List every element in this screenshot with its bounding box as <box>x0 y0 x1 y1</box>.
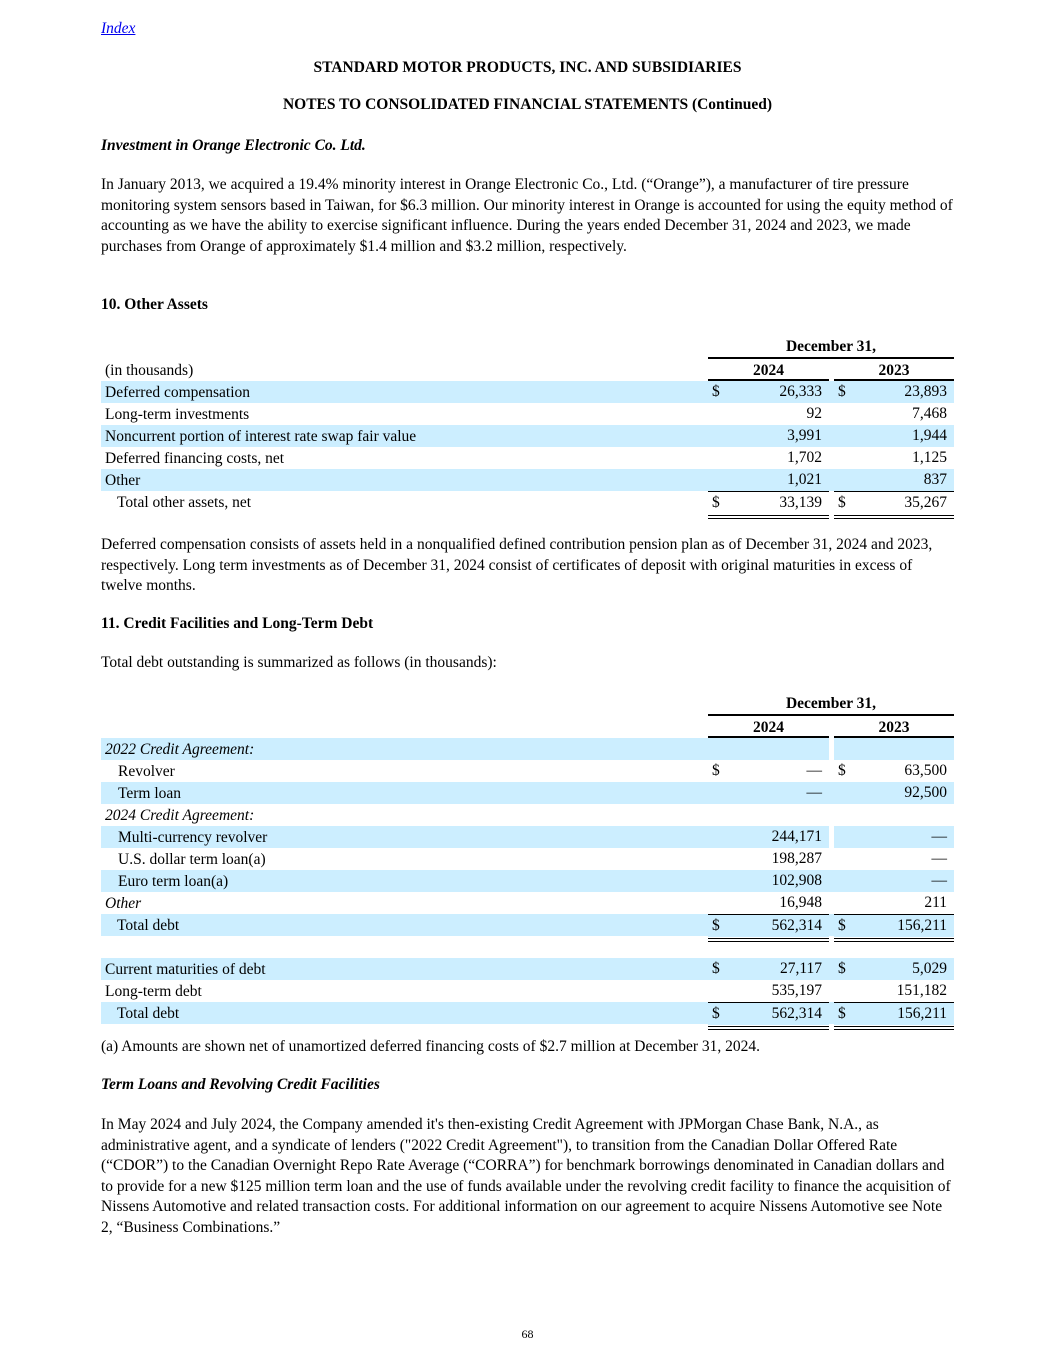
table-row <box>101 447 954 469</box>
period-header-rule <box>708 714 954 716</box>
row-label: Noncurrent portion of interest rate swap fair value <box>105 428 417 445</box>
row-label: Total debt <box>117 1005 180 1022</box>
value-2024: 102,908 <box>771 872 822 889</box>
currency-symbol: $ <box>712 1005 720 1022</box>
value-2023: 5,029 <box>912 960 947 977</box>
value-2023: 151,182 <box>896 982 947 999</box>
row-label: Multi-currency revolver <box>118 829 268 846</box>
page-number: 68 <box>521 1327 534 1341</box>
table-row <box>101 848 954 870</box>
table-row <box>101 870 954 892</box>
currency-symbol: $ <box>838 960 846 977</box>
period-header: December 31, <box>785 695 877 712</box>
col-2023-header: 2023 <box>878 719 910 736</box>
value-2023: — <box>931 828 947 845</box>
value-2023: 63,500 <box>904 762 947 779</box>
value-2023: 156,211 <box>897 917 947 934</box>
value-2023: 156,211 <box>897 1005 947 1022</box>
currency-symbol: $ <box>712 383 720 400</box>
row-label: Deferred financing costs, net <box>105 450 285 467</box>
other-assets-heading: 10. Other Assets <box>101 296 208 313</box>
row-label: Other <box>105 472 141 489</box>
table-row <box>101 826 954 848</box>
other-assets-note: Deferred compensation consists of assets held in a nonqualified defined contribution pension plan as of December 31, 2024 and 2023, respectively. Long term investments as of December 31, 2024 consist of certificates of deposit with original maturities in excess of twelve months. <box>101 536 933 595</box>
table-row <box>101 782 954 804</box>
value-2024: 1,021 <box>787 471 822 488</box>
value-2024: 562,314 <box>771 1005 822 1022</box>
value-2023: 92,500 <box>904 784 947 801</box>
value-2023: 837 <box>923 471 947 488</box>
currency-symbol: $ <box>712 960 720 977</box>
value-2024: — <box>806 762 822 779</box>
currency-symbol: $ <box>712 762 720 779</box>
table-row <box>101 804 954 826</box>
period-header-rule <box>708 357 954 359</box>
row-label: U.S. dollar term loan(a) <box>118 851 266 868</box>
value-2023: — <box>931 850 947 867</box>
row-label: 2024 Credit Agreement: <box>105 807 255 824</box>
col-2024-header: 2024 <box>753 362 784 379</box>
row-label: Total other assets, net <box>117 494 252 511</box>
value-2023: 7,468 <box>912 405 947 422</box>
value-2024: 16,948 <box>779 894 822 911</box>
value-2024: 562,314 <box>771 917 822 934</box>
units-label: (in thousands) <box>105 362 194 379</box>
term-loans-heading: Term Loans and Revolving Credit Facilities <box>101 1076 380 1093</box>
table-row <box>101 425 954 447</box>
row-label: Euro term loan(a) <box>118 873 229 890</box>
row-label: Other <box>105 895 142 912</box>
table-row <box>101 403 954 425</box>
currency-symbol: $ <box>838 494 846 511</box>
value-2023: 23,893 <box>904 383 947 400</box>
value-2023: 1,944 <box>912 427 947 444</box>
currency-symbol: $ <box>838 917 846 934</box>
debt-intro: Total debt outstanding is summarized as follows (in thousands): <box>101 654 497 671</box>
table-row <box>101 892 954 914</box>
currency-symbol: $ <box>712 494 720 511</box>
table-row <box>101 738 954 760</box>
term-loans-paragraph: In May 2024 and July 2024, the Company amended it's then-existing Credit Agreement with JPMorgan Chase Bank, N.A., as administrative agent, and a syndicate of lenders ("2022 Credit Agreement"), to transition from the Canadian Dollar Offered Rate (“CDOR”) to the Canadian Overnight Repo Rate Average (“CORRA”) for benchmark borrowings denominated in Canadian dollars and to provide for a new $125 million term loan and the use of funds available under the revolving credit facility to finance the acquisition of Nissens Automotive and related transaction costs. For additional information on our agreement to acquire Nissens Automotive see Note 2, “Business Combinations.” <box>101 1116 951 1236</box>
row-label: Long-term investments <box>105 406 250 423</box>
debt-footnote: (a) Amounts are shown net of unamortized deferred financing costs of $2.7 million at December 31, 2024. <box>101 1038 760 1055</box>
row-label: Current maturities of debt <box>105 961 266 978</box>
row-label: Deferred compensation <box>105 384 251 401</box>
value-2024: 244,171 <box>771 828 822 845</box>
row-label: Revolver <box>118 763 175 780</box>
value-2024: 535,197 <box>771 982 822 999</box>
value-2024: 33,139 <box>779 494 822 511</box>
spacer-row <box>101 936 954 958</box>
row-label: Total debt <box>117 917 180 934</box>
row-label: Long-term debt <box>105 983 202 1000</box>
table-row <box>101 760 954 782</box>
debt-heading: 11. Credit Facilities and Long-Term Debt <box>101 615 374 632</box>
total-row <box>101 1002 954 1024</box>
col-2023-header: 2023 <box>878 362 910 379</box>
value-2024: 92 <box>806 405 822 422</box>
currency-symbol: $ <box>838 383 846 400</box>
value-2023: 211 <box>924 894 947 911</box>
table-row <box>101 958 954 980</box>
value-2023: — <box>931 872 947 889</box>
value-2024: 27,117 <box>779 960 822 977</box>
table-row <box>101 980 954 1002</box>
total-row <box>101 914 954 936</box>
table-row <box>101 381 954 403</box>
value-2024: 198,287 <box>771 850 822 867</box>
currency-symbol: $ <box>712 917 720 934</box>
table-row <box>101 469 954 491</box>
company-title: STANDARD MOTOR PRODUCTS, INC. AND SUBSIDIARIES <box>313 59 742 76</box>
row-label: Term loan <box>118 785 182 802</box>
value-2024: — <box>806 784 822 801</box>
orange-paragraph: In January 2013, we acquired a 19.4% minority interest in Orange Electronic Co., Ltd. (“Orange”), a manufacturer of tire pressure monitoring system sensors based in Taiwan, for $6.3 million. Our minority interest in Orange is accounted for using the equity method of accounting as we have the ability to exercise significant influence. During the years ended December 31, 2024 and 2023, we made purchases from Orange of approximately $1.4 million and $3.2 million, respectively. <box>101 176 953 255</box>
value-2024: 26,333 <box>779 383 822 400</box>
orange-heading: Investment in Orange Electronic Co. Ltd. <box>101 137 366 154</box>
notes-subtitle: NOTES TO CONSOLIDATED FINANCIAL STATEMENTS (Continued) <box>282 96 773 113</box>
row-label: 2022 Credit Agreement: <box>105 741 255 758</box>
currency-symbol: $ <box>838 1005 846 1022</box>
period-header: December 31, <box>785 338 877 355</box>
col-2024-header: 2024 <box>753 719 784 736</box>
value-2024: 3,991 <box>787 427 822 444</box>
value-2023: 35,267 <box>904 494 947 511</box>
total-row <box>101 491 954 513</box>
currency-symbol: $ <box>838 762 846 779</box>
value-2024: 1,702 <box>787 449 822 466</box>
index-link[interactable]: Index <box>101 20 136 37</box>
value-2023: 1,125 <box>912 449 947 466</box>
